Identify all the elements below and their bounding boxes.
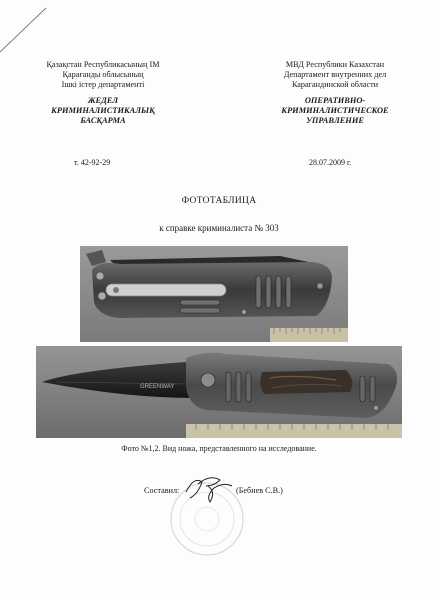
header-kz-line-1: Қазақстан Республикасының ІМ bbox=[46, 60, 160, 69]
corner-scratch-mark bbox=[0, 0, 60, 60]
document-title: ФОТОТАБЛИЦА bbox=[181, 196, 257, 206]
compiled-by-label: Составил: bbox=[144, 486, 180, 495]
photo-knife-closed bbox=[80, 246, 348, 342]
header-kz-unit-2: КРИМИНАЛИСТИКАЛЫҚ bbox=[51, 106, 155, 115]
header-ru-line-3: Карагандинской области bbox=[291, 80, 379, 89]
header-ru-unit-1: ОПЕРАТИВНО- bbox=[304, 96, 366, 105]
document-date: 28.07.2009 г. bbox=[309, 158, 352, 167]
header-ru-unit-2: КРИМИНАЛИСТИЧЕСКОЕ bbox=[281, 106, 389, 115]
handwritten-signature bbox=[180, 472, 236, 506]
photo-caption: Фото №1,2. Вид ножа, представленного на исследование. bbox=[121, 444, 317, 453]
phone-number: т. 42-92-29 bbox=[74, 158, 111, 167]
header-kazakh bbox=[18, 60, 188, 126]
header-kz-unit-3: БАСҚАРМА bbox=[80, 116, 126, 125]
header-kz-unit-1: ЖЕДЕЛ bbox=[87, 96, 119, 105]
blade-brand-text: GREENWAY bbox=[140, 384, 175, 390]
compiled-by-name: (Бебнев С.В.) bbox=[236, 486, 283, 495]
header-ru-line-1: МВД Республики Казахстан bbox=[285, 60, 385, 69]
document-subtitle: к справке криминалиста № 303 bbox=[159, 223, 279, 233]
header-ru-line-2: Департамент внутренних дел bbox=[283, 70, 387, 79]
header-kz-line-3: Ішкі істер департаменті bbox=[61, 80, 145, 89]
header-russian bbox=[245, 60, 425, 126]
photo-knife-open bbox=[36, 346, 402, 438]
header-ru-unit-3: УПРАВЛЕНИЕ bbox=[306, 116, 364, 125]
header-kz-line-2: Қарағанды облысының bbox=[62, 70, 144, 79]
